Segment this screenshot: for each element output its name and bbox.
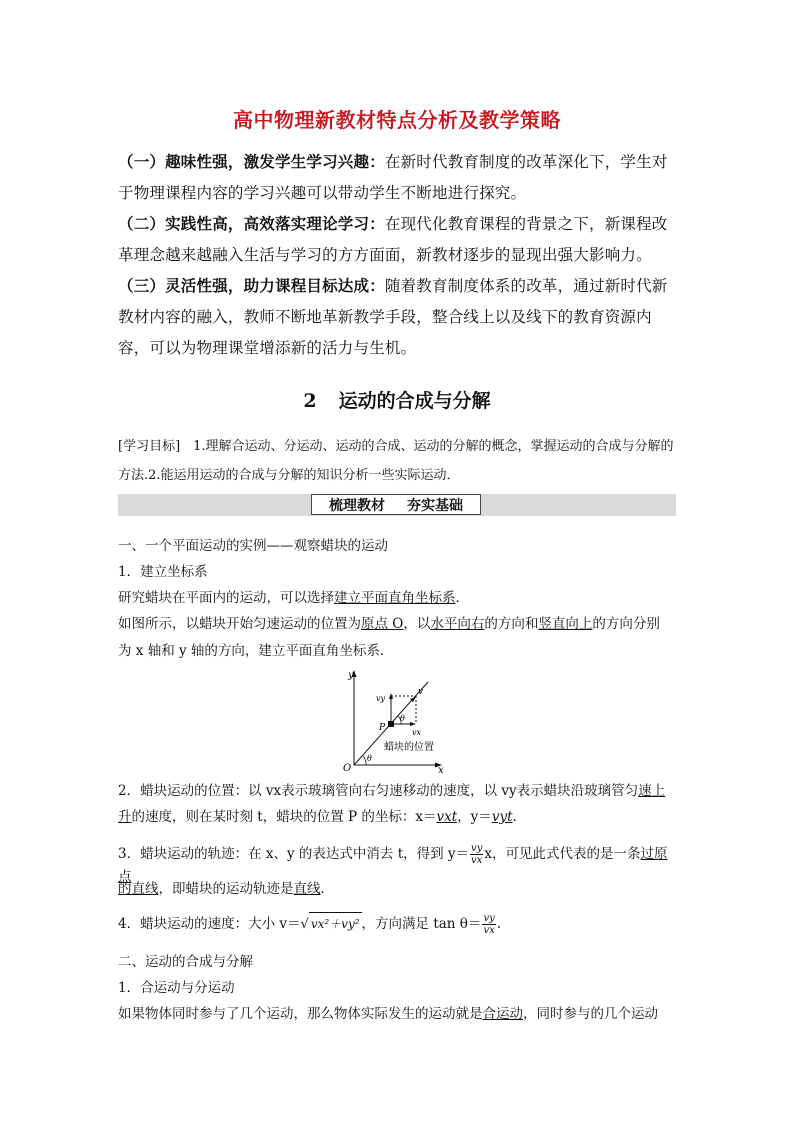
theta-label-p: θ	[400, 714, 405, 723]
learning-goals: [学习目标] 1.理解合运动、分运动、运动的合成、运动的分解的概念，掌握运动的合成与分解的方法.2.能运用运动的合成与分解的知识分析一些实际运动．	[118, 439, 674, 483]
chapter-number: 2	[303, 390, 317, 412]
text-run: 4．蜡块运动的速度：大小 v＝	[118, 916, 301, 932]
axis-label-y: y	[348, 670, 354, 681]
intro-p2-heading: （二）实践性高，高效落实理论学习：	[118, 214, 385, 233]
text-run: .	[512, 809, 517, 825]
underlined-answer: 水平向右	[430, 616, 485, 632]
section1-item2-line1	[118, 780, 678, 802]
section1-item1-line1	[118, 587, 678, 609]
section1-item4-line	[118, 912, 678, 936]
text-run: 3．蜡块运动的轨迹：在 x、y 的表达式中消去 t，得到 y＝	[118, 846, 470, 862]
page-title: 高中物理新教材特点分析及教学策略	[233, 108, 561, 132]
underlined-answer: 速上	[638, 783, 666, 799]
intro-paragraph-1	[118, 146, 678, 209]
underlined-answer: 合运动	[482, 1006, 523, 1022]
underlined-answer: 竖直向上	[538, 616, 593, 632]
sqrt-sign: √	[300, 917, 309, 932]
figure-caption: 蜡块的位置	[384, 742, 434, 753]
intro-paragraph-3	[118, 270, 678, 364]
text-run: 的速度，则在某时刻 t，蜡块的位置 P 的坐标：x＝	[131, 809, 437, 825]
origin-label: O	[343, 763, 352, 773]
text-run: ．	[320, 881, 334, 897]
underlined-answer: 的直线	[118, 881, 159, 897]
section-banner	[311, 494, 481, 515]
text-run: 的方向分别	[592, 616, 660, 632]
underlined-answer: vyt	[491, 809, 513, 825]
text-run: ，以	[403, 616, 431, 632]
banner-left-label: 梳理教材	[329, 497, 385, 514]
section1-item2-line2	[118, 806, 678, 828]
intro-p1-text: 在新时代教育制度的改革深化下，学生对于物理课程内容的学习兴趣可以带动学生不断地进行探究。	[118, 153, 668, 202]
underlined-answer: 直线	[293, 881, 321, 897]
banner-right-label: 夯实基础	[407, 497, 463, 514]
section2-item1-title: 1．合运动与分运动	[118, 980, 235, 996]
intro-p1-heading: （一）趣味性强，激发学生学习兴趣：	[118, 152, 385, 171]
text-run: 如图所示，以蜡块开始匀速运动的位置为	[118, 616, 361, 632]
fraction-bottom: vx	[483, 925, 495, 936]
underlined-answer: 原点 O	[361, 616, 404, 632]
intro-p3-text: 随着教育制度体系的改革，通过新时代新教材内容的融入，教师不断地革新教学手段，整合线上以及线下的教育资源内容，可以为物理课堂增添新的活力与生机。	[118, 277, 668, 357]
angle-arc-origin	[363, 756, 366, 765]
axis-label-x: x	[438, 765, 444, 773]
text-run: ，同时参与的几个运动	[523, 1006, 658, 1022]
section1-heading: 一、一个平面运动的实例——观察蜡块的运动	[118, 538, 388, 554]
sqrt-content: vx²＋vy²	[309, 912, 362, 935]
text-run: ，方向满足 tan θ＝	[361, 916, 482, 932]
chapter-name: 运动的合成与分解	[338, 390, 491, 412]
section1-item1-title: 1．建立坐标系	[118, 564, 208, 580]
vx-label: vx	[412, 728, 422, 737]
fraction-top: vy	[483, 913, 495, 924]
text-run: 如果物体同时参与了几个运动，那么物体实际发生的运动就是	[118, 1006, 483, 1022]
fraction-top: vy	[471, 843, 483, 854]
theta-label-origin: θ	[367, 754, 372, 763]
chapter-title	[0, 386, 794, 413]
section1-item3-line2	[118, 878, 678, 900]
section1-item1-line2	[118, 613, 678, 635]
intro-p3-heading: （三）灵活性强，助力课程目标达成：	[118, 276, 385, 295]
text-run: ，即蜡块的运动轨迹是	[158, 881, 294, 897]
text-run: 2．蜡块运动的位置：以 vx表示玻璃管向右匀速移动的速度，以 vy表示蜡块沿玻璃管匀	[118, 783, 639, 799]
section2-line	[118, 1003, 678, 1025]
vx-arrow	[410, 722, 416, 726]
text-run: ，y＝	[457, 809, 492, 825]
text-run: x，可见此式代表的是一条	[484, 846, 641, 862]
v-label: v	[418, 687, 424, 697]
text-run: 的方向和	[484, 616, 539, 632]
fraction-vy-over-vx-2	[482, 913, 495, 936]
underlined-answer: 过原点	[118, 846, 668, 885]
underlined-answer: vxt	[436, 809, 458, 825]
intro-p2-text: 在现代化教育课程的背景之下，新课程改革理念越来越融入生活与学习的方方面面，新教材逐步的显现出强大影响力。	[118, 215, 668, 264]
wax-block	[388, 721, 394, 727]
section2-heading: 二、运动的合成与分解	[118, 954, 253, 970]
text-run: ．	[455, 590, 469, 606]
fraction-bottom: vx	[471, 855, 483, 866]
underlined-answer: 升	[118, 809, 132, 825]
vy-label: vy	[376, 694, 386, 703]
point-p-label: P	[379, 723, 386, 733]
wax-block-diagram	[336, 668, 446, 773]
intro-paragraph-2	[118, 208, 678, 271]
text-run: 研究蜡块在平面内的运动，可以选择	[118, 590, 334, 606]
section1-item1-line3: 为 x 轴和 y 轴的方向，建立平面直角坐标系．	[118, 643, 394, 659]
underlined-answer: 建立平面直角坐标系	[334, 590, 456, 606]
text-run: .	[496, 916, 502, 932]
fraction-vy-over-vx	[470, 843, 483, 866]
